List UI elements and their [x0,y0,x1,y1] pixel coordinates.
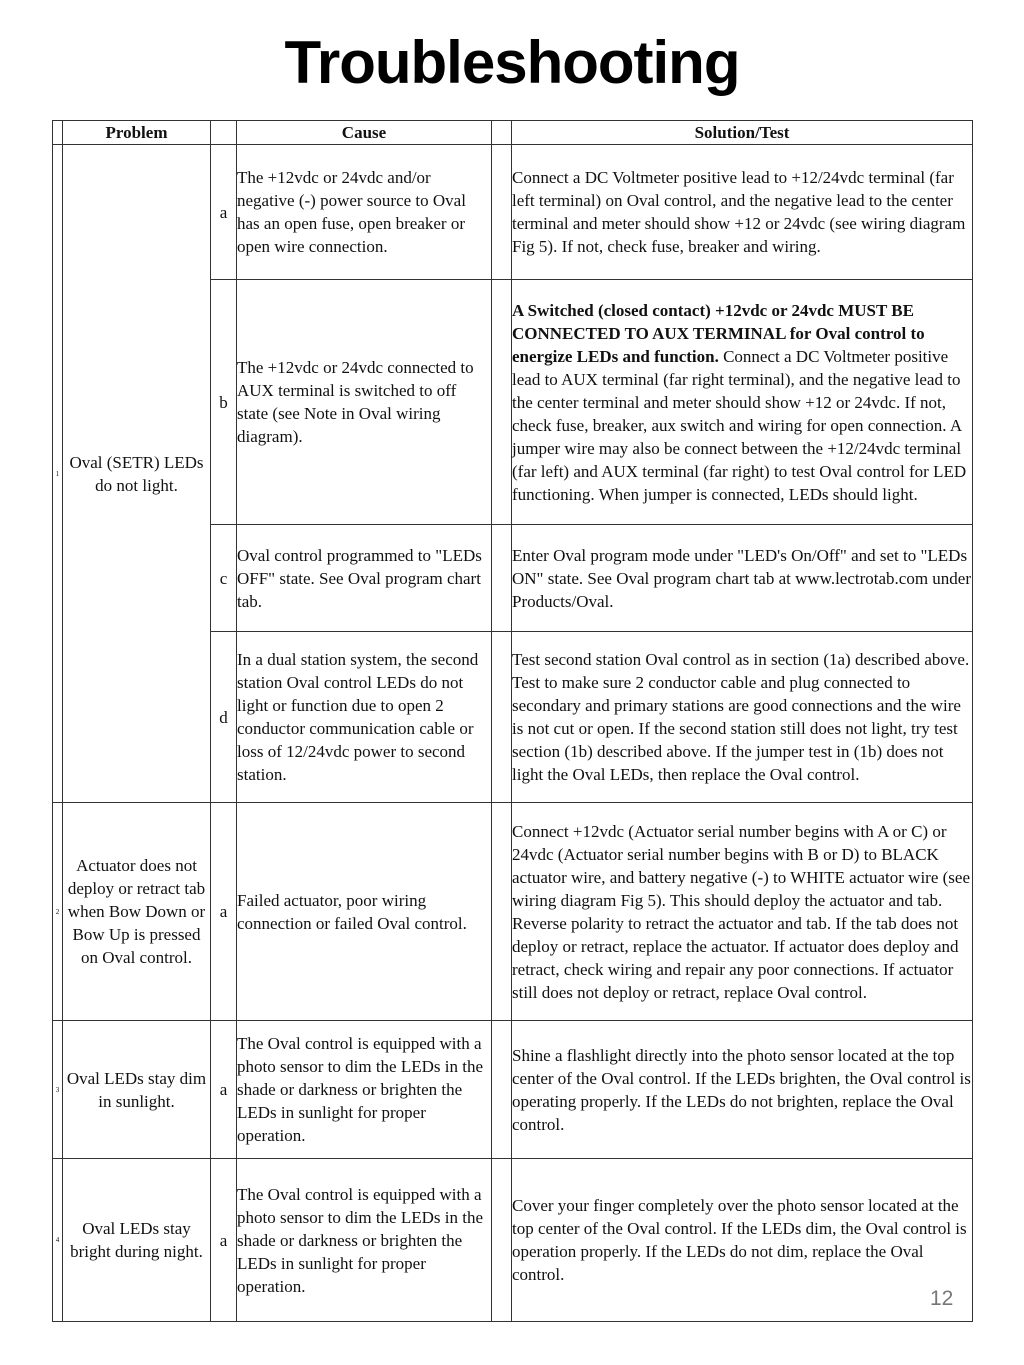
solution-cell [512,803,973,1021]
solution-cell [512,1021,973,1159]
table-row [53,1021,973,1159]
row-letter: a [211,145,237,280]
solution-text: Connect a DC Voltmeter positive lead to +12/24vdc terminal (far left terminal) on Oval control, and the negative lead to the center terminal and meter should show +12 or 24vdc (see wiring diagram Fig 5). If not, check fuse, breaker and wiring. [512,168,966,256]
page-number: 12 [930,1287,954,1310]
section-number: 1 [53,145,63,803]
cause-cell: In a dual station system, the second station Oval control LEDs do not light or function due to open 2 conductor communication cable or loss of 12/24vdc power to second station. [237,632,492,803]
row-letter: a [211,1021,237,1159]
solution-cell [512,632,973,803]
header-spacer [211,121,237,145]
solution-bold-text: A Switched (closed contact) +12vdc or 24vdc MUST BE CONNECTED TO AUX TERMINAL for Oval control to energize LEDs and function. [512,300,925,366]
solution-text: Enter Oval program mode under "LED's On/Off" and set to "LEDs ON" state. See Oval program chart tab at www.lectrotab.com under Products/Oval. [512,545,972,611]
solution-cell [512,1159,973,1322]
cause-cell: The Oval control is equipped with a photo sensor to dim the LEDs in the shade or darkness or brighten the LEDs in sunlight for proper operation. [237,1021,492,1159]
troubleshooting-table [52,120,973,1322]
row-letter: b [211,280,237,525]
spacer-cell [492,803,512,1021]
problem-cell: Actuator does not deploy or retract tab when Bow Down or Bow Up is pressed on Oval control. [63,803,211,1021]
solution-cell [512,145,973,280]
row-letter: d [211,632,237,803]
problem-cell: Oval (SETR) LEDs do not light. [63,145,211,803]
table-row [53,145,973,280]
header-spacer [53,121,63,145]
row-letter: a [211,803,237,1021]
solution-text: Test second station Oval control as in section (1a) described above. Test to make sure 2 conductor cable and plug connected to secondary and primary stations are good connections and the wire is not cut or open. If the second station still does not light, try test section (1b) described above. If the jumper test in (1b) does not light the Oval LEDs, then replace the Oval control. [512,650,970,784]
spacer-cell [492,1021,512,1159]
header-cause: Cause [237,121,492,145]
cause-cell: Failed actuator, poor wiring connection or failed Oval control. [237,803,492,1021]
spacer-cell [492,145,512,280]
problem-cell: Oval LEDs stay bright during night. [63,1159,211,1322]
cause-cell: Oval control programmed to "LEDs OFF" state. See Oval program chart tab. [237,525,492,632]
table-row [53,803,973,1021]
cause-cell: The +12vdc or 24vdc and/or negative (-) power source to Oval has an open fuse, open breaker or open wire connection. [237,145,492,280]
solution-cell [512,525,973,632]
page-title: Troubleshooting [284,29,740,96]
spacer-cell [492,525,512,632]
solution-text: Cover your finger completely over the photo sensor located at the top center of the Oval control. If the LEDs dim, the Oval control is operation properly. If the LEDs do not dim, replace the Oval control. [512,1196,967,1284]
header-problem: Problem [63,121,211,145]
spacer-cell [492,632,512,803]
solution-text: Connect a DC Voltmeter positive lead to AUX terminal (far right terminal), and the negative lead to the center terminal and meter should show +12 or 24vdc. If not, check fuse, breaker, aux switch and wiring for open connection. A jumper wire may also be connect between the +12/24vdc terminal (far left) and AUX terminal (far right) to test Oval control for LED functioning. When jumper is connected, LEDs should light. [512,346,967,504]
cause-cell: The +12vdc or 24vdc connected to AUX terminal is switched to off state (see Note in Oval wiring diagram). [237,280,492,525]
solution-cell [512,280,973,525]
row-letter: c [211,525,237,632]
section-number: 4 [53,1159,63,1322]
section-number: 2 [53,803,63,1021]
section-number: 3 [53,1021,63,1159]
cause-cell: The Oval control is equipped with a photo sensor to dim the LEDs in the shade or darkness or brighten the LEDs in sunlight for proper operation. [237,1159,492,1322]
header-solution: Solution/Test [512,121,973,145]
spacer-cell [492,1159,512,1322]
header-row [53,121,973,145]
problem-cell: Oval LEDs stay dim in sunlight. [63,1021,211,1159]
table-row [53,1159,973,1322]
row-letter: a [211,1159,237,1322]
solution-text: Shine a flashlight directly into the photo sensor located at the top center of the Oval control. If the LEDs brighten, the Oval control is operating properly. If the LEDs do not brighten, replace the Oval control. [512,1045,971,1134]
solution-text: Connect +12vdc (Actuator serial number begins with A or C) or 24vdc (Actuator serial number begins with B or D) to BLACK actuator wire, and battery negative (-) to WHITE actuator wire (see wiring diagram Fig 5). This should deploy the actuator and tab. Reverse polarity to retract the actuator and tab. If the tab does not deploy or retract, replace the actuator. If actuator does deploy and retract, check wiring and repair any poor connections. If actuator still does not deploy or retract, replace Oval control. [512,821,970,1002]
spacer-cell [492,280,512,525]
header-spacer [492,121,512,145]
